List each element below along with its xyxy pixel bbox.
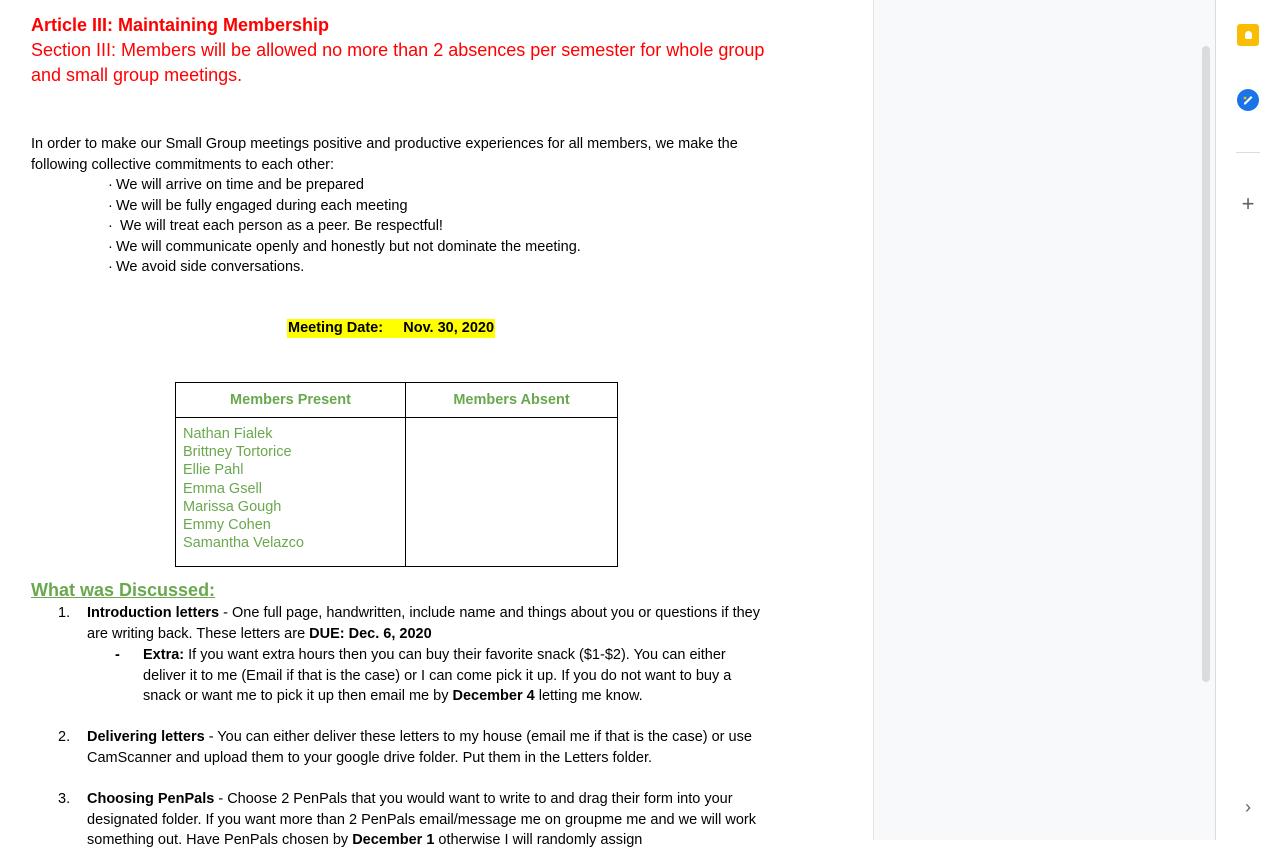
tasks-icon[interactable]: [1237, 89, 1259, 111]
page-background: [873, 0, 1216, 840]
sub-item-extra: [143, 645, 768, 707]
list-item: · We will arrive on time and be prepared: [108, 175, 581, 196]
members-absent-cell: [406, 418, 618, 567]
item-due: DUE: Dec. 6, 2020: [309, 625, 432, 642]
header-members-present: Members Present: [176, 383, 406, 418]
keep-icon[interactable]: [1237, 24, 1259, 46]
item-text: - One full page, handwritten, include name and things about you or questions if they are writing back. These letters are: [87, 605, 760, 642]
item-text: - You can either deliver these letters to my house (email me if that is the case) or use CamScanner and upload them to your google drive folder. Put them in the Letters folder.: [87, 729, 752, 766]
member-name: Marissa Gough: [183, 498, 282, 515]
member-name: Nathan Fialek: [183, 426, 273, 442]
item-deadline: December 1: [352, 832, 435, 849]
item-number: 1.: [58, 605, 71, 621]
member-name: Emma Gsell: [183, 480, 262, 497]
list-item: · We will treat each person as a peer. Be respectful!: [108, 216, 581, 237]
list-item: · We will communicate openly and honestly but not dominate the meeting.: [108, 237, 581, 258]
sub-item-text: If you want extra hours then you can buy their favorite snack ($1-$2). You can either deliver it to me (Email if that is the case) or I can come pick it up. If you do not want to buy a snack or want me to pick it up then email me by: [143, 647, 732, 705]
commitments-list: [108, 175, 581, 278]
section-text: Section III: Members will be allowed no more than 2 absences per semester for whole group and small group meetings.: [31, 40, 765, 85]
meeting-date-value: Nov. 30, 2020: [403, 320, 495, 336]
attendance-table: [175, 382, 618, 567]
member-name: Brittney Tortorice: [183, 444, 292, 461]
item-text-end: otherwise I will randomly assign: [434, 832, 643, 849]
lightbulb-icon: [1245, 31, 1252, 39]
add-icon[interactable]: +: [1241, 191, 1255, 216]
member-name: Samantha Velazco: [183, 535, 304, 552]
members-present-cell: [176, 418, 406, 567]
member-name: Ellie Pahl: [183, 462, 244, 479]
vertical-scrollbar[interactable]: [1199, 0, 1215, 840]
expand-panel-icon[interactable]: ›: [1245, 796, 1251, 817]
list-item: · We avoid side conversations.: [108, 257, 581, 278]
sub-bullet-dash: -: [115, 647, 120, 663]
header-members-absent: Members Absent: [406, 383, 618, 418]
item-title: Introduction letters: [87, 605, 220, 621]
meeting-date: [287, 319, 495, 338]
item-title: Choosing PenPals: [87, 791, 215, 807]
discussion-item-delivering: [87, 727, 767, 768]
side-panel: [1215, 0, 1281, 840]
item-number: 2.: [58, 729, 71, 745]
item-number: 3.: [58, 791, 71, 807]
meeting-date-label: Meeting Date:: [288, 320, 384, 336]
member-name: Emmy Cohen: [183, 517, 271, 534]
sub-item-deadline: December 4: [452, 688, 535, 705]
article-heading: Article III: Maintaining Membership: [31, 15, 330, 35]
discussion-item-penpals: [87, 789, 767, 851]
panel-divider: [1236, 152, 1260, 153]
discussion-item-intro-letters: [87, 603, 767, 644]
intro-paragraph: In order to make our Small Group meetings positive and productive experiences for all members, we make the following collective commitments to each other:: [31, 136, 738, 173]
sub-item-text-end: letting me know.: [534, 688, 643, 705]
item-text: - Choose 2 PenPals that you would want to write to and drag their form into your designated folder. If you want more than 2 PenPals email/message me on groupme me and we will work something out. Have PenPals chosen by: [87, 791, 756, 849]
sub-item-label: Extra:: [143, 647, 185, 663]
item-title: Delivering letters: [87, 729, 205, 745]
list-item: · We will be fully engaged during each meeting: [108, 196, 581, 217]
scroll-thumb[interactable]: [1202, 46, 1210, 682]
discussed-heading: What was Discussed:: [31, 580, 216, 600]
pencil-check-icon: [1241, 93, 1255, 107]
